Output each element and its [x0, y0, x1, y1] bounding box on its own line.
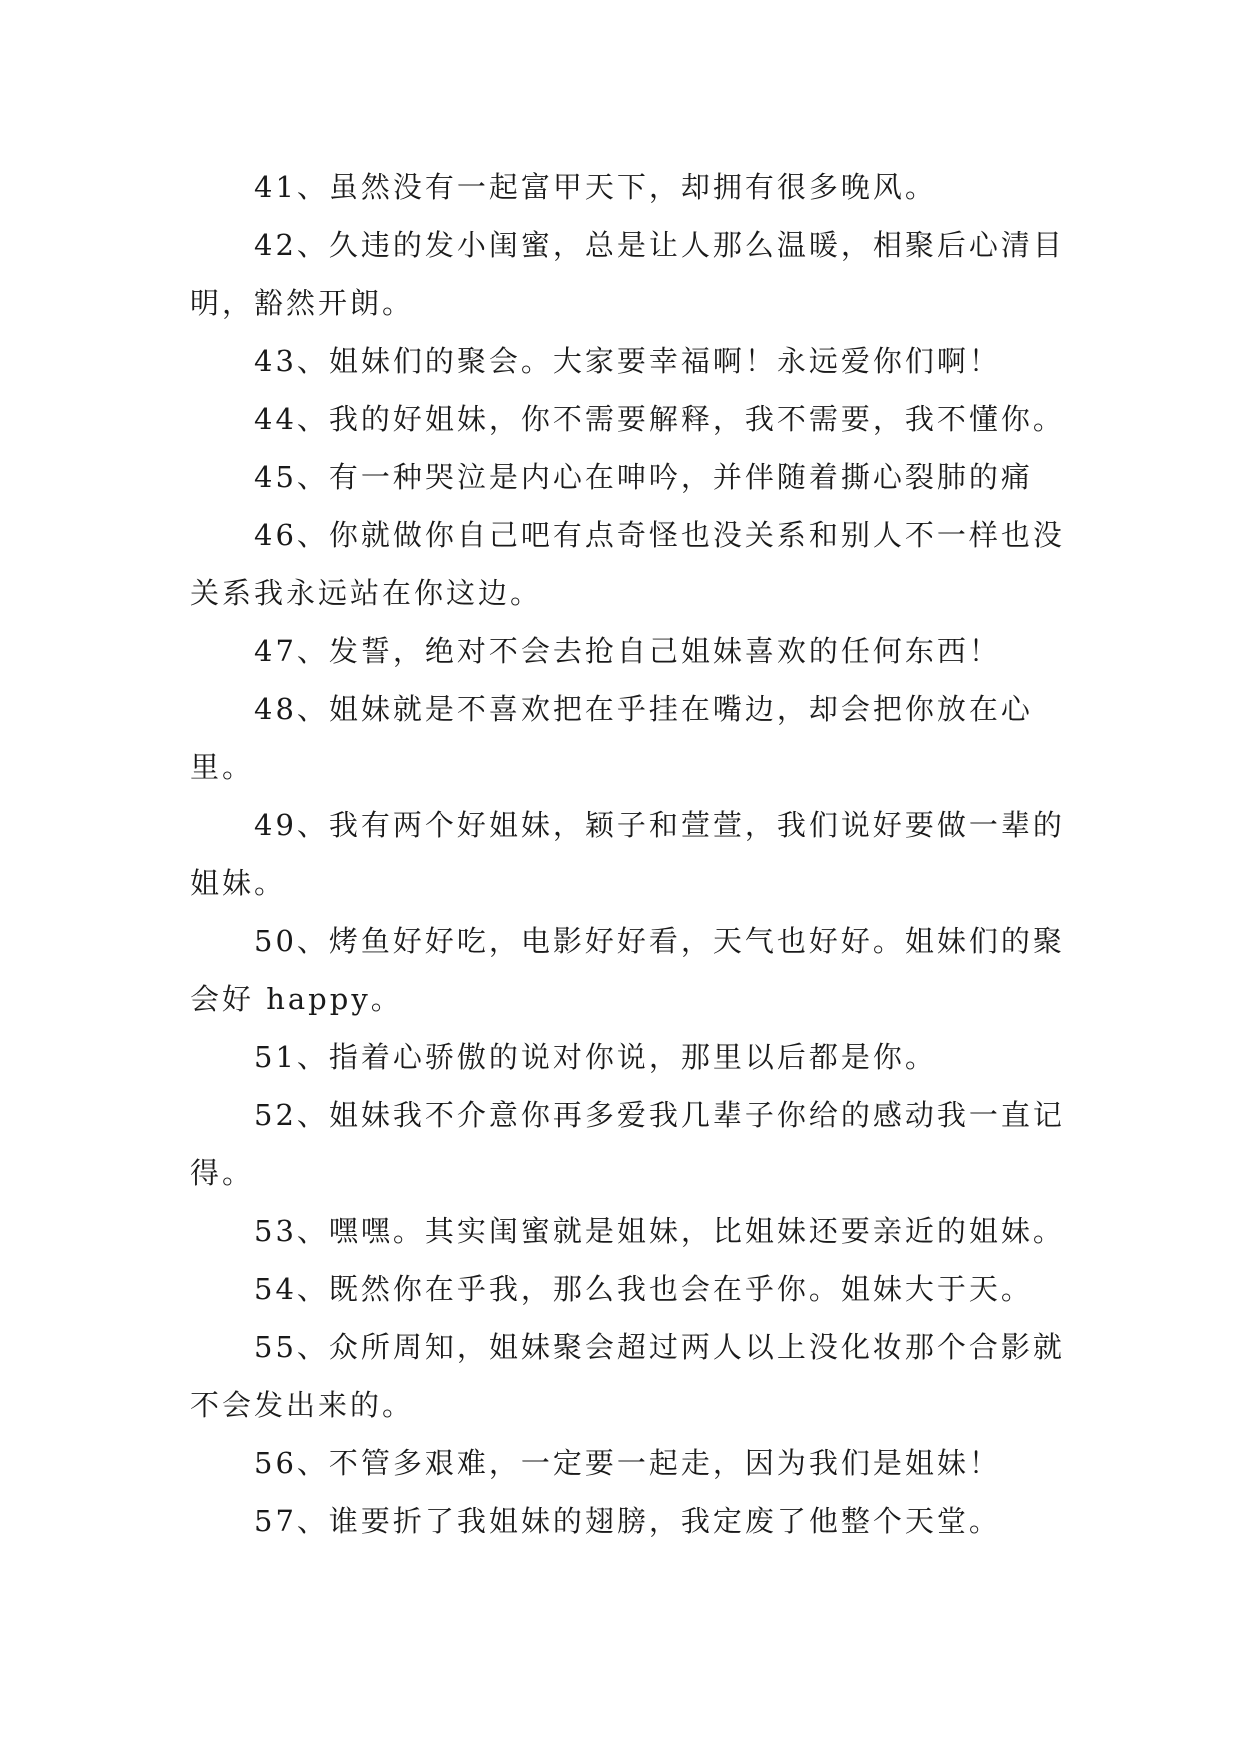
paragraph-53: 53、嘿嘿。其实闺蜜就是姐妹，比姐妹还要亲近的姐妹。	[254, 1214, 1065, 1248]
paragraph-45: 45、有一种哭泣是内心在呻吟，并伴随着撕心裂肺的痛	[254, 460, 1033, 494]
paragraph-41: 41、虽然没有一起富甲天下，却拥有很多晚风。	[254, 170, 937, 204]
paragraph-43: 43、姐妹们的聚会。大家要幸福啊！永远爱你们啊！	[254, 344, 1001, 378]
paragraph-49: 49、我有两个好姐妹，颖子和萱萱，我们说好要做一辈的姐妹。	[190, 808, 1065, 900]
paragraph-51: 51、指着心骄傲的说对你说，那里以后都是你。	[254, 1040, 937, 1074]
paragraph-47: 47、发誓，绝对不会去抢自己姐妹喜欢的任何东西！	[254, 634, 1001, 668]
paragraph-48: 48、姐妹就是不喜欢把在乎挂在嘴边，却会把你放在心里。	[190, 692, 1033, 784]
paragraph-46: 46、你就做你自己吧有点奇怪也没关系和别人不一样也没关系我永远站在你这边。	[190, 518, 1065, 610]
paragraph-56: 56、不管多艰难，一定要一起走，因为我们是姐妹！	[254, 1446, 1001, 1480]
paragraph-42: 42、久违的发小闺蜜，总是让人那么温暖，相聚后心清目明，豁然开朗。	[190, 228, 1065, 320]
paragraph-52: 52、姐妹我不介意你再多爱我几辈子你给的感动我一直记得。	[190, 1098, 1065, 1190]
paragraph-44: 44、我的好姐妹，你不需要解释，我不需要，我不懂你。	[254, 402, 1065, 436]
paragraph-50: 50、烤鱼好好吃，电影好好看，天气也好好。姐妹们的聚会好 happy。	[190, 924, 1065, 1016]
document-body	[190, 158, 1070, 1550]
paragraph-54: 54、既然你在乎我，那么我也会在乎你。姐妹大于天。	[254, 1272, 1033, 1306]
paragraph-55: 55、众所周知，姐妹聚会超过两人以上没化妆那个合影就不会发出来的。	[190, 1330, 1065, 1422]
paragraph-57: 57、谁要折了我姐妹的翅膀，我定废了他整个天堂。	[254, 1504, 1001, 1538]
